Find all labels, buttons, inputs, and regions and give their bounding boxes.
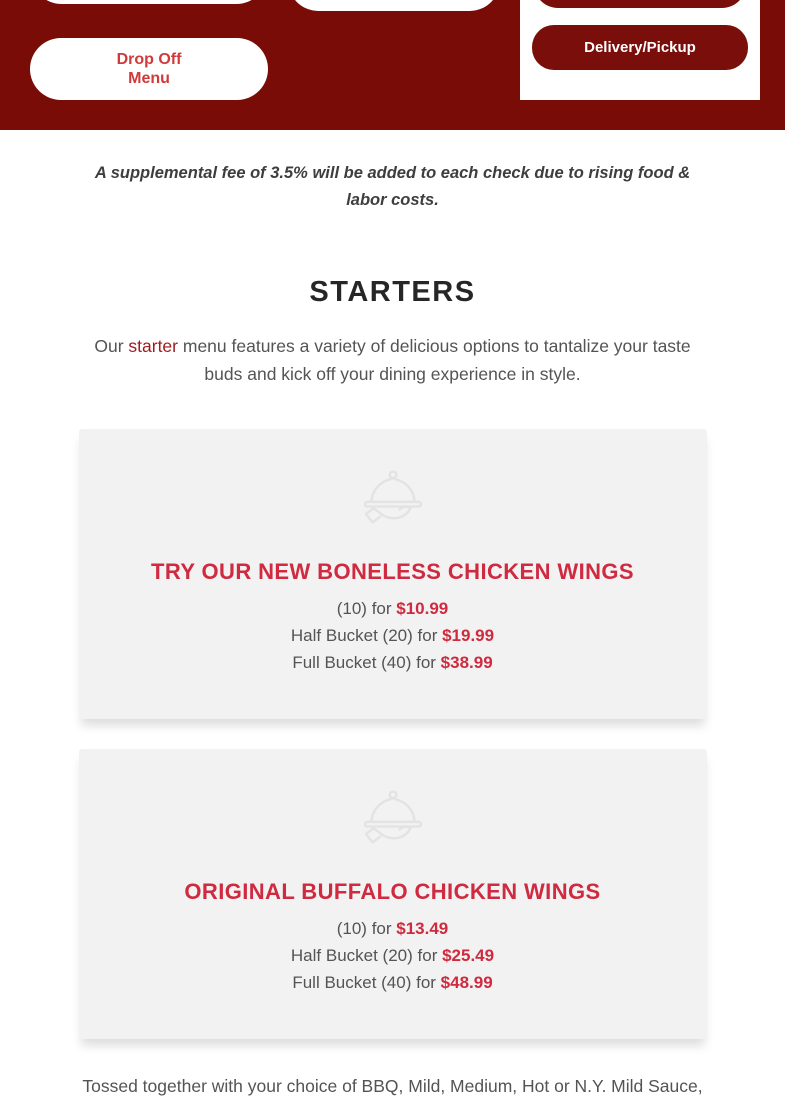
price-value: $19.99 [442, 626, 495, 645]
delivery-pickup-button[interactable]: Delivery/Pickup [532, 25, 748, 70]
price-list [79, 915, 707, 996]
price-label: Half Bucket (20) for [290, 626, 443, 645]
price-value: $38.99 [440, 653, 493, 672]
menu-item-title: TRY OUR NEW BONELESS CHICKEN WINGS [151, 559, 634, 584]
header-dark-button-partial[interactable] [534, 0, 746, 8]
price-label: Half Bucket (20) for [290, 946, 443, 965]
menu-item-card-boneless-wings [79, 429, 707, 719]
price-value: $48.99 [440, 973, 493, 992]
header-button-partial-left[interactable] [30, 0, 268, 4]
price-value: $10.99 [396, 599, 449, 618]
drop-off-menu-label-line2: Menu [128, 70, 170, 87]
starter-link[interactable]: starter [128, 336, 178, 356]
section-title-starters: STARTERS [309, 276, 476, 308]
serving-dish-icon [351, 462, 435, 538]
price-line [79, 595, 707, 622]
price-line [79, 649, 707, 676]
serving-dish-icon [351, 782, 435, 858]
price-label: (10) for [336, 599, 397, 618]
price-value: $25.49 [442, 946, 495, 965]
sauce-description-text: Tossed together with your choice of BBQ, Mild, Medium, Hot or N.Y. Mild Sauce, [82, 1076, 703, 1096]
header-button-card [520, 0, 760, 100]
menu-item-title: ORIGINAL BUFFALO CHICKEN WINGS [184, 879, 601, 904]
price-label: Full Bucket (40) for [292, 653, 441, 672]
page-content [0, 160, 785, 1100]
site-header [0, 0, 785, 130]
header-button-partial-middle[interactable] [288, 0, 500, 11]
price-line [79, 915, 707, 942]
drop-off-menu-button[interactable] [30, 38, 268, 100]
price-line [79, 942, 707, 969]
price-list [79, 595, 707, 676]
price-label: Full Bucket (40) for [292, 973, 441, 992]
price-value: $13.49 [396, 919, 449, 938]
drop-off-menu-label-line1: Drop Off [116, 51, 182, 68]
supplemental-fee-notice: A supplemental fee of 3.5% will be added to each check due to rising food & labor costs. [94, 164, 691, 209]
section-intro [90, 332, 696, 388]
intro-text-suffix: menu features a variety of delicious options to tantalize your taste buds and kick off your dining experience in style. [178, 336, 691, 384]
menu-item-card-buffalo-wings [79, 749, 707, 1039]
intro-text-prefix: Our [94, 336, 129, 356]
price-line [79, 969, 707, 996]
price-label: (10) for [336, 919, 397, 938]
price-line [79, 622, 707, 649]
